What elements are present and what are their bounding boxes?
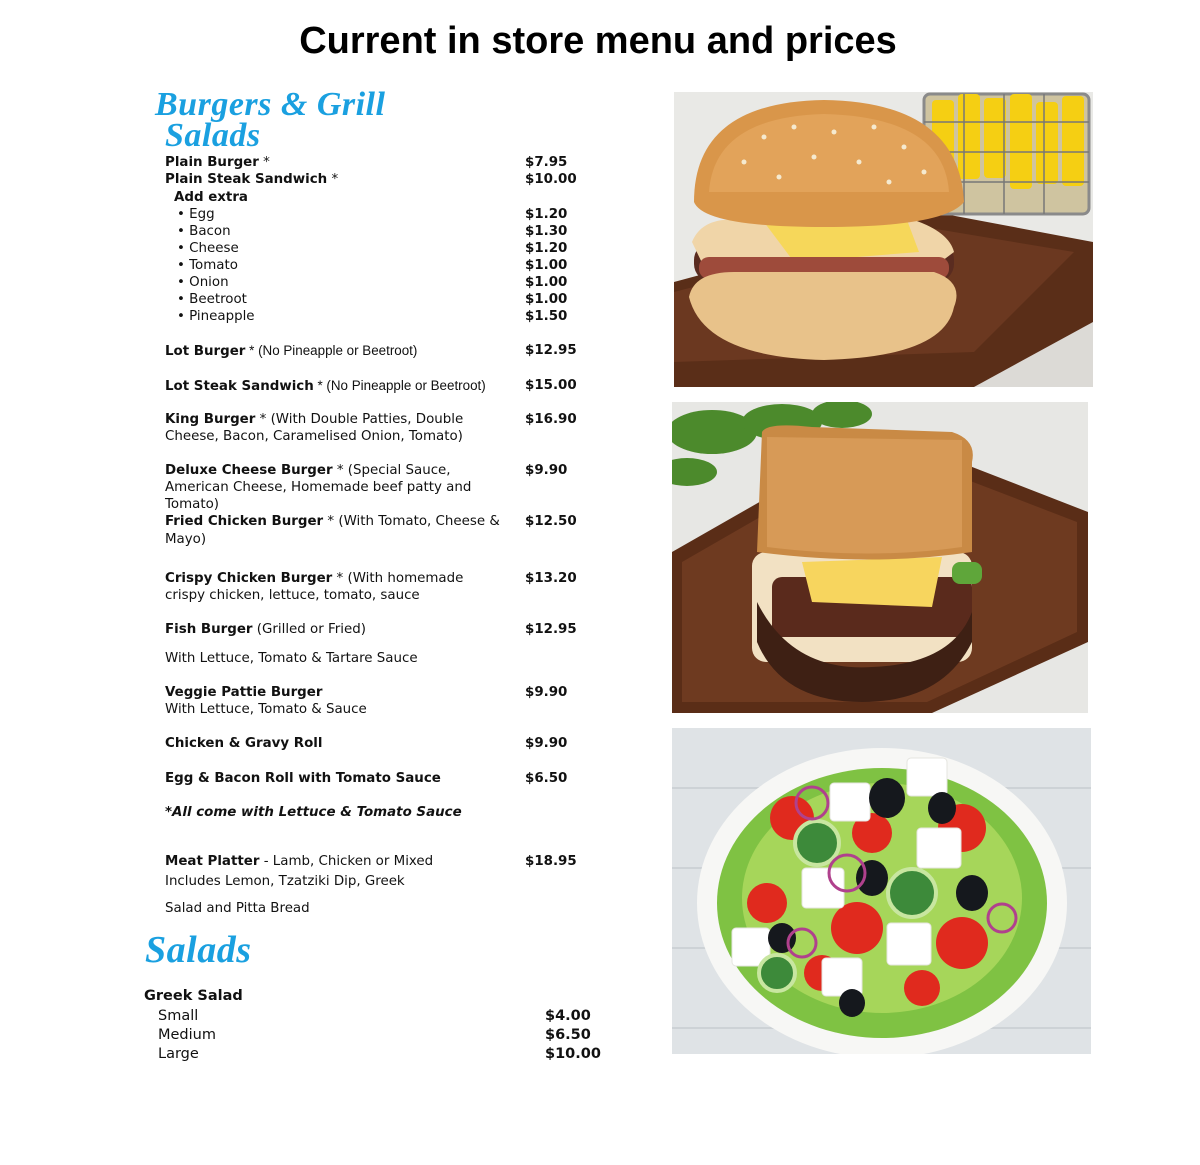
item-desc: * <box>258 155 270 170</box>
fish-burger-note: With Lettuce, Tomato & Tartare Sauce <box>165 651 418 666</box>
extra-item-price: $1.20 <box>525 241 568 256</box>
item-desc: * (With homemade crispy chicken, lettuce, tomato, sauce <box>165 571 464 603</box>
page-title: Current in store menu and prices <box>299 20 897 62</box>
item-name: Fried Chicken Burger <box>165 514 324 529</box>
item-desc: * (No Pineapple or Beetroot) <box>245 343 418 358</box>
greek-salad-photo <box>672 728 1091 1054</box>
item-desc: * <box>327 172 339 187</box>
burger-photo <box>674 92 1093 387</box>
extra-item-price: $1.00 <box>525 275 568 290</box>
extra-item-label: • Bacon <box>177 224 231 239</box>
menu-item-fried-chicken <box>165 513 505 549</box>
greek-salad-illustration <box>672 728 1091 1054</box>
extra-item-price: $1.00 <box>525 258 568 273</box>
item-desc: * (With Double Patties, Double Cheese, Bacon, Caramelised Onion, Tomato) <box>165 412 464 444</box>
item-name: Lot Burger <box>165 344 246 359</box>
item-desc: - Lamb, Chicken or Mixed <box>259 854 434 869</box>
item-desc: With Lettuce, Tomato & Sauce <box>165 702 367 717</box>
item-name: Lot Steak Sandwich <box>165 379 314 394</box>
item-price: $9.90 <box>525 685 568 700</box>
item-price: $12.95 <box>525 343 577 358</box>
item-desc: * (With Tomato, Cheese & Mayo) <box>165 514 500 547</box>
salad-size-price: $6.50 <box>545 1027 591 1043</box>
extra-item-price: $1.30 <box>525 224 568 239</box>
burgers-grill-heading: Burgers & Grill <box>155 86 386 123</box>
salad-size-label: Small <box>158 1008 199 1024</box>
item-name: Plain Steak Sandwich <box>165 172 328 187</box>
extra-item-label: • Tomato <box>177 258 238 273</box>
item-desc: * (No Pineapple or Beetroot) <box>313 378 486 393</box>
greek-salad-title: Greek Salad <box>144 988 243 1004</box>
extra-item-label: • Pineapple <box>177 309 255 324</box>
item-desc: * (Special Sauce, American Cheese, Homemade beef patty and Tomato) <box>165 463 472 512</box>
item-name: Meat Platter <box>165 854 260 869</box>
menu-item-crispy-chicken <box>165 570 505 604</box>
all-items-note: *All come with Lettuce & Tomato Sauce <box>165 805 462 820</box>
extra-item-label: • Onion <box>177 275 229 290</box>
item-price: $10.00 <box>525 172 577 187</box>
steak-sandwich-photo <box>672 402 1088 713</box>
burger-illustration <box>674 92 1093 387</box>
extra-item-price: $1.50 <box>525 309 568 324</box>
item-price: $13.20 <box>525 571 577 586</box>
salad-size-price: $10.00 <box>545 1046 601 1062</box>
item-price: $12.50 <box>525 514 577 529</box>
item-price: $12.95 <box>525 622 577 637</box>
menu-item-deluxe-cheese <box>165 462 510 513</box>
item-price: $18.95 <box>525 854 577 869</box>
extra-item-label: • Egg <box>177 207 215 222</box>
item-name: King Burger <box>165 412 256 427</box>
item-price: $7.95 <box>525 155 568 170</box>
item-name: Crispy Chicken Burger <box>165 571 333 586</box>
salad-size-label: Medium <box>158 1027 216 1043</box>
item-price: $9.90 <box>525 736 568 751</box>
item-desc: (Grilled or Fried) <box>252 622 366 637</box>
salads-heading: Salads <box>145 929 252 971</box>
extra-item-label: • Cheese <box>177 241 239 256</box>
salad-size-label: Large <box>158 1046 199 1062</box>
salad-size-price: $4.00 <box>545 1008 591 1024</box>
meat-platter-line2: Includes Lemon, Tzatziki Dip, Greek <box>165 874 405 889</box>
item-price: $15.00 <box>525 378 577 393</box>
extra-item-price: $1.20 <box>525 207 568 222</box>
item-price: $16.90 <box>525 412 577 427</box>
item-name: Veggie Pattie Burger <box>165 685 323 700</box>
extra-item-label: • Beetroot <box>177 292 247 307</box>
meat-platter-line3: Salad and Pitta Bread <box>165 901 310 916</box>
menu-item-king-burger <box>165 411 510 445</box>
item-name: Chicken & Gravy Roll <box>165 736 323 751</box>
salads-subheading: Salads <box>165 117 261 154</box>
item-name: Plain Burger <box>165 155 259 170</box>
steak-sandwich-illustration <box>672 402 1088 713</box>
item-name: Deluxe Cheese Burger <box>165 463 333 478</box>
extra-item-price: $1.00 <box>525 292 568 307</box>
item-name: Egg & Bacon Roll with Tomato Sauce <box>165 771 441 786</box>
item-name: Fish Burger <box>165 622 253 637</box>
add-extra-label: Add extra <box>174 190 248 205</box>
item-price: $6.50 <box>525 771 568 786</box>
item-price: $9.90 <box>525 463 568 478</box>
